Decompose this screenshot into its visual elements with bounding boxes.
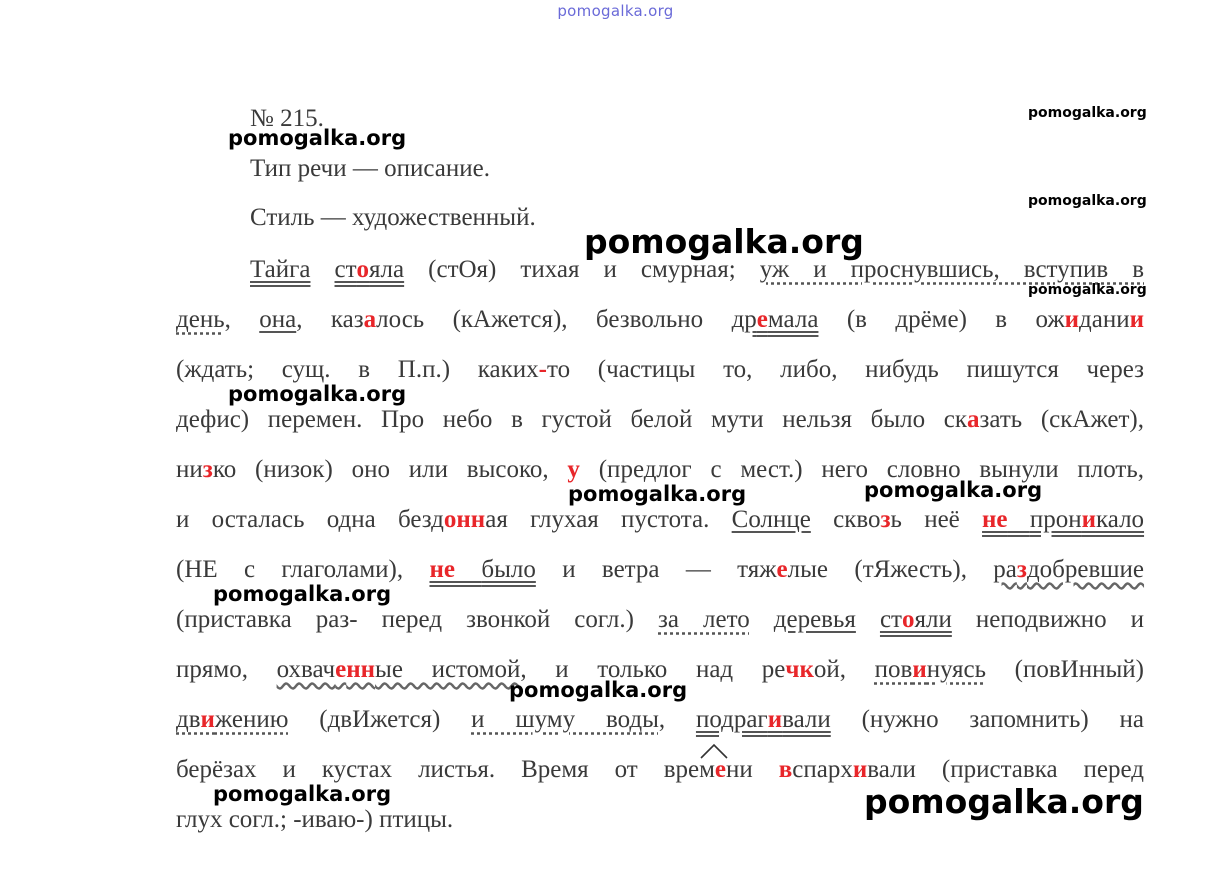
predicate-word: стояла <box>334 256 405 283</box>
suffix-arc-icon <box>700 742 728 760</box>
watermark: pomogalka.org <box>228 126 407 150</box>
subject-word: Тайга <box>250 256 311 283</box>
text-line-2: день, она, казалось (кАжется), безвольно дремала (в дрёме) в ожидании <box>176 306 1145 333</box>
text-line-3: (ждать; сущ. в П.п.) каких-то (частицы то, либо, нибудь пишутся через <box>176 356 1144 383</box>
watermark: pomogalka.org <box>213 782 392 806</box>
watermark: pomogalka.org <box>584 222 864 261</box>
subject-word: Солнце <box>731 506 811 533</box>
adverbial-phrase: уж и проснувшись, вступив в <box>759 256 1145 283</box>
predicate-word: стояли <box>879 606 952 633</box>
text-line-12: глух согл.; -иваю-) птицы. <box>176 806 454 833</box>
watermark: pomogalka.org <box>1028 105 1147 121</box>
watermark: pomogalka.org <box>864 478 1043 502</box>
attribute-word: раздобревшие <box>993 556 1145 583</box>
subject-word: деревья <box>773 606 856 633</box>
plain-fragment: (стОя) тихая и смурная; <box>428 256 736 283</box>
attribute-phrase: охваченные истомой <box>276 656 521 683</box>
adverbial-phrase: за лето <box>658 606 750 633</box>
object-phrase: и шуму воды <box>471 706 659 733</box>
watermark: pomogalka.org <box>1028 282 1147 298</box>
predicate-word: подрагивали <box>695 706 831 733</box>
text-line-9: прямо, охваченные истомой, и только над речкой, повинуясь (повИнный) <box>176 656 1144 683</box>
adverbial-word: день <box>176 306 225 333</box>
text-line-4: дефис) перемен. Про небо в густой белой мути нельзя было сказать (скАжет), <box>176 406 1144 433</box>
text-line-8: (приставка раз- перед звонкой согл.) за лето деревья стояли неподвижно и <box>176 606 1145 633</box>
watermark: pomogalka.org <box>864 782 1144 821</box>
text-line-7: (НЕ с глаголами), не было и ветра — тяжелые (тЯжесть), раздобревшие <box>176 556 1145 583</box>
speech-style: Стиль — художественный. <box>250 204 536 231</box>
watermark: pomogalka.org <box>568 482 747 506</box>
predicate-phrase: не было <box>429 556 536 583</box>
watermark: pomogalka.org <box>1028 193 1147 209</box>
speech-type: Тип речи — описание. <box>250 155 490 182</box>
predicate-phrase: не проникало <box>982 506 1145 533</box>
text-line-5: низко (низок) оно или высоко, у (предлог с мест.) него словно вынули плоть, <box>176 456 1145 483</box>
text-line-6: и осталась одна бездонная глухая пустота. Солнце сквозь неё не проникало <box>176 506 1145 533</box>
text-line-11: берёзах и кустах листья. Время от времени вспархивали (приставка перед <box>176 756 1145 783</box>
text-line-10: движению (двИжется) и шуму воды, подрагивали (нужно запомнить) на <box>176 706 1145 733</box>
watermark: pomogalka.org <box>213 582 392 606</box>
subject-word: она <box>259 306 297 333</box>
watermark: pomogalka.org <box>509 678 688 702</box>
object-word: движению <box>176 706 289 733</box>
watermark: pomogalka.org <box>228 382 407 406</box>
header-watermark: pomogalka.org <box>557 2 674 20</box>
exercise-number: № 215. <box>250 105 324 132</box>
predicate-word: дремала <box>731 306 819 333</box>
adverbial-word: повинуясь <box>874 656 987 683</box>
